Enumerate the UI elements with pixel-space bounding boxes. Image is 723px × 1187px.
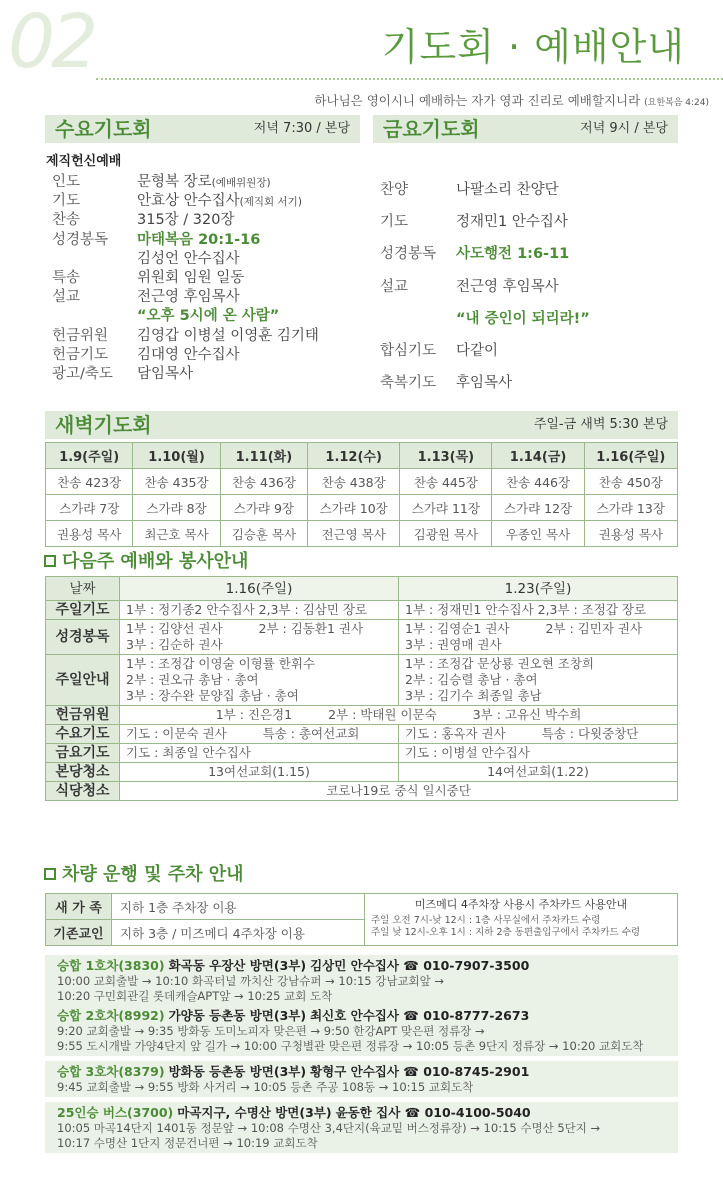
next-week-heading xyxy=(44,550,248,574)
bus-area: 방화동 등촌동 방면(3부) xyxy=(168,1064,307,1079)
dawn-reading-row xyxy=(46,495,678,521)
bus-route-line: 10:17 수명산 1단지 정문건너편 → 10:19 교회도착 xyxy=(57,1136,318,1150)
order-label: 광고/축도 xyxy=(52,365,113,382)
parking-value: 지하 3층 / 미즈메디 4주차장 이용 xyxy=(112,920,365,946)
order-row xyxy=(52,266,362,285)
dawn-schedule-table xyxy=(45,442,678,547)
cell-line xyxy=(126,726,392,742)
parking-note-line: 주일 오전 7시-낮 12시 : 1층 사무실에서 주차카드 수령 xyxy=(371,915,601,926)
dawn-date: 1.14(금) xyxy=(492,443,584,469)
dawn-preacher: 전근영 목사 xyxy=(308,521,400,547)
cell-part: 3부 : 고유신 박수희 xyxy=(472,707,582,722)
order-label: 설교 xyxy=(52,289,81,306)
checkbox-square-icon xyxy=(44,555,56,567)
dawn-preacher: 김광원 목사 xyxy=(400,521,492,547)
bus-driver: 김상민 안수집사 ☎ 010-7907-3500 xyxy=(310,958,530,973)
order-value-text: 전근영 후임목사 xyxy=(137,289,240,306)
order-row xyxy=(52,343,362,362)
bus-driver: 최신호 안수집사 ☎ 010-8777-2673 xyxy=(310,1008,530,1023)
bus-route-line: 9:20 교회출발 → 9:35 방화동 도미노피자 맞은편 → 9:50 한강APT 맞은편 정류장 → xyxy=(57,1024,485,1038)
cell-line: 1부 : 정기종2 안수집사 2,3부 : 김삼민 장로 xyxy=(126,602,368,617)
dawn-hymn: 찬송 423장 xyxy=(46,469,133,495)
order-label: 인도 xyxy=(52,174,81,190)
service-cell xyxy=(399,725,678,744)
service-row xyxy=(46,744,678,763)
order-value xyxy=(137,362,362,383)
order-row xyxy=(52,304,362,323)
order-value-text: 정재민1 안수집사 xyxy=(456,214,568,231)
service-label: 금요기도 xyxy=(46,744,120,763)
service-label: 본당청소 xyxy=(46,763,120,782)
order-label: 찬송 xyxy=(52,212,81,229)
bus-area: 화곡동 우장산 방면(3부) xyxy=(168,958,307,973)
order-row xyxy=(380,275,680,307)
bus-route-box xyxy=(45,1061,678,1097)
service-label: 주일기도 xyxy=(46,601,120,620)
parking-value: 지하 1층 주차장 이용 xyxy=(112,894,365,920)
next-week-title: 다음주 예배와 봉사안내 xyxy=(62,551,249,572)
table-header-row xyxy=(46,577,678,601)
bus-header xyxy=(57,957,666,974)
cell-line-extra: 2부 : 김민자 권사 xyxy=(545,621,643,636)
service-label: 성경봉독 xyxy=(46,620,120,655)
order-value-text: 김영갑 이병설 이영훈 김기태 xyxy=(137,327,319,344)
friday-time: 저녁 9시 / 본당 xyxy=(580,121,668,136)
service-row xyxy=(46,725,678,744)
dawn-time: 주일-금 새벽 5:30 본당 xyxy=(533,417,668,432)
cell-line xyxy=(405,726,671,742)
dawn-header xyxy=(45,411,678,439)
order-value-text: 안효상 안수집사 xyxy=(137,193,240,210)
order-label: 헌금위원 xyxy=(52,327,109,344)
dawn-date: 1.16(주일) xyxy=(584,443,677,469)
bus-name: 25인승 버스(3700) xyxy=(57,1105,174,1120)
order-row xyxy=(380,242,680,274)
bus-route-line: 9:45 교회출발 → 9:55 방화 사거리 → 10:05 등촌 주공 108동 → 10:15 교회도착 xyxy=(57,1080,474,1094)
cell-line xyxy=(126,621,392,637)
title-divider xyxy=(96,78,723,80)
service-row xyxy=(46,763,678,782)
bus-route-box xyxy=(45,955,678,1006)
bus-route-box xyxy=(45,1102,678,1153)
bus-route-line: 10:20 구민회관길 롯데캐슬APT앞 → 10:25 교회 도착 xyxy=(57,989,333,1003)
order-value-text: 315장 / 320장 xyxy=(137,212,235,229)
dawn-reading: 스가랴 10장 xyxy=(308,495,400,521)
order-label: 특송 xyxy=(52,269,81,286)
dawn-hymn: 찬송 450장 xyxy=(584,469,677,495)
page-number: 02 xyxy=(8,0,95,85)
order-value-text: 김대영 안수집사 xyxy=(137,346,240,363)
bus-header xyxy=(57,1104,666,1121)
order-value xyxy=(137,304,362,325)
parking-label: 새 가 족 xyxy=(46,894,112,920)
bus-route-line: 10:05 마곡14단지 1401동 정문앞 → 10:08 수명산 3,4단지(육교밑 버스정류장) → 10:15 수명산 5단지 → xyxy=(57,1121,601,1135)
bus-route-line: 9:55 도시개발 가양4단지 앞 길가 → 10:00 구청별관 맞은편 정류장 → 10:05 등촌 9단지 정류장 → 10:20 교회도착 xyxy=(57,1039,644,1053)
order-label: 축복기도 xyxy=(380,375,437,392)
dawn-reading: 스가랴 7장 xyxy=(46,495,133,521)
dawn-reading: 스가랴 9장 xyxy=(220,495,307,521)
wednesday-order xyxy=(52,170,362,381)
order-label: 헌금기도 xyxy=(52,346,109,363)
cell-line-extra: 특송 : 총여선교회 xyxy=(262,726,360,741)
order-value-text: 나팔소리 찬양단 xyxy=(456,182,559,198)
parking-row xyxy=(46,894,678,920)
dawn-hymn: 찬송 436장 xyxy=(220,469,307,495)
dawn-preacher: 김승훈 목사 xyxy=(220,521,307,547)
order-value-text: “오후 5시에 온 사람” xyxy=(137,308,280,325)
parking-card-note xyxy=(365,894,678,946)
date-column: 1.23(주일) xyxy=(399,577,678,601)
bus-driver: 윤동한 집사 ☎ 010-4100-5040 xyxy=(335,1105,531,1120)
parking-label: 기존교인 xyxy=(46,920,112,946)
service-label: 식당청소 xyxy=(46,782,120,801)
dawn-reading: 스가랴 8장 xyxy=(133,495,220,521)
order-label: 찬양 xyxy=(380,182,409,198)
order-row xyxy=(52,362,362,381)
verse-text: 하나님은 영이시니 예배하는 자가 영과 진리로 예배할지니라 xyxy=(314,93,641,108)
cell-line-text: 1부 : 김양선 권사 xyxy=(126,621,223,636)
verse-reference: (요한복음 4:24) xyxy=(644,98,709,108)
parking-table xyxy=(45,893,678,946)
friday-order xyxy=(380,178,680,403)
cell-part: 1부 : 진은경1 xyxy=(215,707,293,722)
parking-note-title: 미즈메디 4주차장 사용시 주차카드 사용안내 xyxy=(414,898,628,911)
dawn-reading: 스가랴 13장 xyxy=(584,495,677,521)
dawn-reading: 스가랴 12장 xyxy=(492,495,584,521)
service-row xyxy=(46,620,678,655)
cell-line-extra: 2부 : 김동환1 권사 xyxy=(258,621,364,636)
service-row xyxy=(46,655,678,706)
order-row xyxy=(52,170,362,189)
dawn-hymn-row xyxy=(46,469,678,495)
service-cell xyxy=(399,763,678,782)
service-row xyxy=(46,706,678,725)
dawn-preacher: 권용성 목사 xyxy=(46,521,133,547)
order-value xyxy=(456,242,680,263)
bus-name: 승합 1호차(3830) xyxy=(57,958,165,973)
service-cell xyxy=(120,744,399,763)
date-label: 날짜 xyxy=(46,577,120,601)
order-value-text: 사도행전 1:6-11 xyxy=(456,246,570,263)
order-label: 성경봉독 xyxy=(380,246,437,263)
order-value xyxy=(137,247,362,268)
dawn-hymn: 찬송 435장 xyxy=(133,469,220,495)
cell-line: 3부 : 김기수 최종일 총남 xyxy=(405,688,542,703)
service-label: 주일안내 xyxy=(46,655,120,706)
cell-line: 기도 : 이병설 안수집사 xyxy=(405,745,530,760)
service-label: 헌금위원 xyxy=(46,706,120,725)
order-value-text: 문형복 장로 xyxy=(137,174,212,190)
order-row xyxy=(380,178,680,210)
order-row xyxy=(52,324,362,343)
parking-title: 차량 운행 및 주차 안내 xyxy=(62,864,244,885)
order-row xyxy=(52,208,362,227)
dawn-hymn: 찬송 445장 xyxy=(400,469,492,495)
service-row xyxy=(46,782,678,801)
order-label: 기도 xyxy=(52,193,81,210)
cell-line xyxy=(405,621,671,637)
service-row xyxy=(46,601,678,620)
dawn-preacher: 우종인 목사 xyxy=(492,521,584,547)
bus-header xyxy=(57,1007,666,1024)
dawn-date: 1.10(월) xyxy=(133,443,220,469)
order-value-text: 마태복음 20:1-16 xyxy=(137,231,261,248)
dawn-hymn: 찬송 446장 xyxy=(492,469,584,495)
order-value-note: (예배위원장) xyxy=(211,177,271,189)
cell-line: 기도 : 최종일 안수집사 xyxy=(126,745,251,760)
service-cell xyxy=(399,601,678,620)
dawn-date-row xyxy=(46,443,678,469)
order-value xyxy=(456,307,680,328)
order-value xyxy=(137,189,362,210)
cell-line: 1부 : 정재민1 안수집사 2,3부 : 조정갑 장로 xyxy=(405,602,647,617)
dawn-date: 1.9(주일) xyxy=(46,443,133,469)
date-column: 1.16(주일) xyxy=(120,577,399,601)
dawn-title: 새벽기도회 xyxy=(55,413,152,437)
wednesday-subtitle: 제직헌신예배 xyxy=(46,154,122,169)
order-value xyxy=(456,210,680,231)
dawn-preacher: 권용성 목사 xyxy=(584,521,677,547)
cell-line: 2부 : 김승렬 총남 · 총여 xyxy=(405,672,538,687)
order-value xyxy=(137,228,362,249)
order-row xyxy=(380,371,680,403)
bible-verse xyxy=(314,91,709,109)
cell-line-text: 기도 : 이문숙 권사 xyxy=(126,726,227,741)
cell-line-text: 기도 : 홍옥자 권사 xyxy=(405,726,506,741)
cell-line: 2부 : 권오규 총남 · 총여 xyxy=(126,672,259,687)
service-cell: 코로나19로 중식 일시중단 xyxy=(120,782,678,801)
service-cell xyxy=(120,620,399,655)
wednesday-time: 저녁 7:30 / 본당 xyxy=(253,121,350,136)
cell-line-extra: 특송 : 다윗중창단 xyxy=(541,726,639,741)
order-value xyxy=(456,339,680,360)
dawn-date: 1.12(수) xyxy=(308,443,400,469)
service-cell xyxy=(120,763,399,782)
order-value xyxy=(456,275,680,296)
order-row xyxy=(380,339,680,371)
service-cell xyxy=(120,706,678,725)
cell-line: 1부 : 조정갑 문상룡 권오현 조창희 xyxy=(405,656,595,671)
order-value xyxy=(137,285,362,306)
order-label: 합심기도 xyxy=(380,342,437,359)
order-value xyxy=(456,371,680,392)
order-value-text: 전근영 후임목사 xyxy=(456,278,559,295)
order-value-text: 담임목사 xyxy=(137,365,194,382)
order-value-text: 김성언 안수집사 xyxy=(137,250,240,267)
order-value xyxy=(137,208,362,229)
order-label: 기도 xyxy=(380,214,409,231)
wednesday-title: 수요기도회 xyxy=(55,117,152,141)
bus-area: 가양동 등촌동 방면(3부) xyxy=(168,1008,307,1023)
bus-route-box xyxy=(45,1005,678,1056)
service-cell xyxy=(399,620,678,655)
order-label: 성경봉독 xyxy=(52,231,109,248)
bus-name: 승합 2호차(8992) xyxy=(57,1008,165,1023)
order-row xyxy=(380,210,680,242)
dawn-date: 1.13(목) xyxy=(400,443,492,469)
order-row xyxy=(52,228,362,247)
dawn-date: 1.11(화) xyxy=(220,443,307,469)
order-row xyxy=(52,189,362,208)
cell-line-text: 1부 : 김영순1 권사 xyxy=(405,621,510,636)
bus-name: 승합 3호차(8379) xyxy=(57,1064,165,1079)
order-value xyxy=(137,343,362,364)
cell-line: 13여선교회(1.15) xyxy=(208,764,310,779)
dawn-preacher-row xyxy=(46,521,678,547)
bus-driver: 황형구 안수집사 ☎ 010-8745-2901 xyxy=(310,1064,530,1079)
order-value xyxy=(137,324,362,345)
wednesday-header xyxy=(45,115,360,143)
cell-line: 3부 : 권영매 권사 xyxy=(405,637,502,652)
order-row xyxy=(52,285,362,304)
next-week-table xyxy=(45,576,678,801)
order-value xyxy=(456,178,680,199)
order-row xyxy=(380,307,680,339)
cell-part: 2부 : 박태원 이문숙 xyxy=(328,707,437,722)
order-value-text: 위원회 임원 일동 xyxy=(137,269,245,286)
cell-line: 1부 : 조정갑 이영술 이형률 한휘수 xyxy=(126,656,316,671)
page-title: 기도회 · 예배안내 xyxy=(381,25,685,69)
service-cell xyxy=(120,655,399,706)
order-value-text: 다같이 xyxy=(456,342,499,359)
parking-heading xyxy=(44,863,244,887)
service-cell xyxy=(399,655,678,706)
cell-line: 3부 : 장수완 문양집 총남 · 총여 xyxy=(126,688,299,703)
service-cell xyxy=(399,744,678,763)
dawn-hymn: 찬송 438장 xyxy=(308,469,400,495)
friday-header xyxy=(373,115,678,143)
service-cell xyxy=(120,601,399,620)
dawn-preacher: 최근호 목사 xyxy=(133,521,220,547)
order-label: 설교 xyxy=(380,278,409,295)
cell-line: 14여선교회(1.22) xyxy=(487,764,589,779)
order-value-note: (제직회 서기) xyxy=(239,196,302,209)
dawn-reading: 스가랴 11장 xyxy=(400,495,492,521)
order-row xyxy=(52,247,362,266)
cell-line: 3부 : 김순하 권사 xyxy=(126,637,223,652)
order-value-text: “내 증인이 되리라!” xyxy=(456,310,590,327)
checkbox-square-icon xyxy=(44,868,56,880)
order-value xyxy=(137,170,362,191)
bus-route-line: 10:00 교회출발 → 10:10 화곡터널 까치산 강남슈퍼 → 10:15 강남교회앞 → xyxy=(57,974,445,988)
parking-note-line: 주일 낮 12시-오후 1시 : 지하 2층 동편출입구에서 주차카드 수령 xyxy=(371,927,641,938)
service-cell xyxy=(120,725,399,744)
service-label: 수요기도 xyxy=(46,725,120,744)
bus-header xyxy=(57,1063,666,1080)
order-value-text: 후임목사 xyxy=(456,375,513,392)
order-value xyxy=(137,266,362,287)
friday-title: 금요기도회 xyxy=(383,117,480,141)
bus-area: 마곡지구, 수명산 방면(3부) xyxy=(177,1105,332,1120)
